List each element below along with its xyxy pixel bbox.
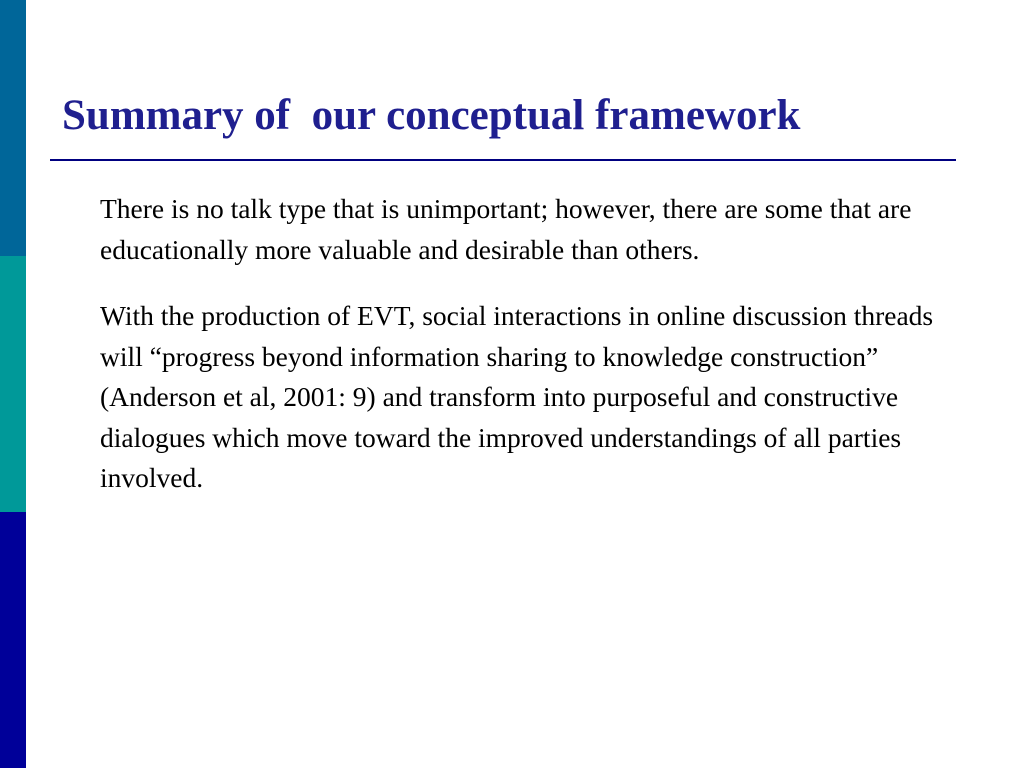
side-bar-bottom: [0, 512, 26, 768]
slide-body: [100, 189, 950, 525]
title-underline: [50, 159, 956, 161]
side-bar-middle: [0, 256, 26, 512]
side-bar-top: [0, 0, 26, 256]
slide-title: Summary of our conceptual framework: [62, 92, 801, 139]
paragraph-2: With the production of EVT, social interactions in online discussion threads will “progress beyond information sharing to knowledge construction” (Anderson et al, 2001: 9) and transform into purposeful and constructive dialogues which move toward the improved understandings of all parties involved.: [100, 300, 934, 493]
paragraph-1: There is no talk type that is unimportant; however, there are some that are educationally more valuable and desirable than others.: [100, 193, 912, 265]
